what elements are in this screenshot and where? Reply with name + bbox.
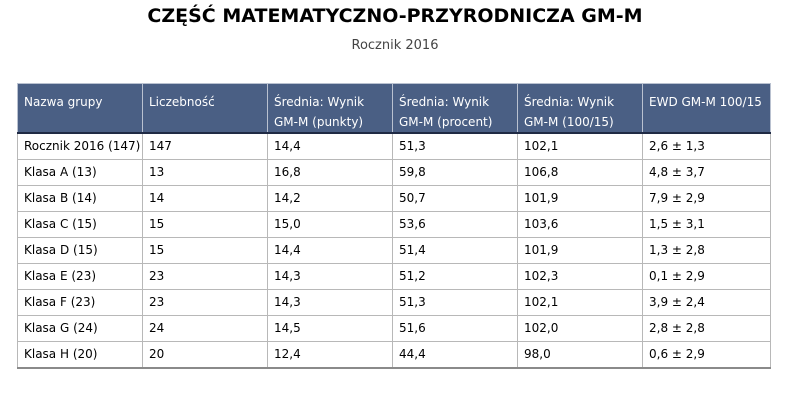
cell-ewd: 1,5 ± 3,1 [643, 212, 771, 238]
column-header-count: Liczebność [143, 84, 268, 134]
cell-mean-percent: 53,6 [393, 212, 518, 238]
cell-mean-percent: 51,3 [393, 290, 518, 316]
cell-mean-scaled: 102,0 [518, 316, 643, 342]
cell-group-name: Klasa D (15) [18, 238, 143, 264]
cell-mean-scaled: 102,3 [518, 264, 643, 290]
cell-mean-points: 14,3 [268, 264, 393, 290]
cell-group-name: Klasa C (15) [18, 212, 143, 238]
cell-count: 14 [143, 186, 268, 212]
column-header-group-name: Nazwa grupy [18, 84, 143, 134]
cell-mean-percent: 51,6 [393, 316, 518, 342]
cell-mean-points: 14,5 [268, 316, 393, 342]
column-header-mean-scaled: Średnia: Wynik GM-M (100/15) [518, 84, 643, 134]
cell-ewd: 0,1 ± 2,9 [643, 264, 771, 290]
cell-group-name: Klasa A (13) [18, 160, 143, 186]
cell-mean-scaled: 102,1 [518, 133, 643, 160]
cell-mean-scaled: 106,8 [518, 160, 643, 186]
cell-mean-percent: 59,8 [393, 160, 518, 186]
cell-mean-percent: 51,2 [393, 264, 518, 290]
cell-mean-points: 12,4 [268, 342, 393, 369]
cell-mean-points: 14,4 [268, 133, 393, 160]
cell-mean-scaled: 103,6 [518, 212, 643, 238]
cell-count: 20 [143, 342, 268, 369]
results-table [17, 83, 771, 369]
table-row [18, 160, 771, 186]
cell-group-name: Klasa G (24) [18, 316, 143, 342]
column-header-ewd: EWD GM-M 100/15 [643, 84, 771, 134]
cell-mean-points: 14,3 [268, 290, 393, 316]
cell-count: 15 [143, 212, 268, 238]
cell-count: 15 [143, 238, 268, 264]
cell-ewd: 0,6 ± 2,9 [643, 342, 771, 369]
cell-mean-points: 14,4 [268, 238, 393, 264]
cell-mean-points: 16,8 [268, 160, 393, 186]
cell-mean-percent: 50,7 [393, 186, 518, 212]
cell-ewd: 2,8 ± 2,8 [643, 316, 771, 342]
table-row [18, 264, 771, 290]
cell-ewd: 3,9 ± 2,4 [643, 290, 771, 316]
cell-mean-percent: 51,4 [393, 238, 518, 264]
cell-mean-percent: 44,4 [393, 342, 518, 369]
cell-group-name: Rocznik 2016 (147) [18, 133, 143, 160]
table-header-row [18, 84, 771, 134]
table-body [18, 133, 771, 368]
cell-ewd: 1,3 ± 2,8 [643, 238, 771, 264]
cell-mean-points: 15,0 [268, 212, 393, 238]
page-subtitle: Rocznik 2016 [351, 38, 439, 53]
cell-count: 147 [143, 133, 268, 160]
cell-count: 24 [143, 316, 268, 342]
table-row [18, 133, 771, 160]
cell-mean-scaled: 101,9 [518, 186, 643, 212]
table-row [18, 290, 771, 316]
cell-count: 13 [143, 160, 268, 186]
cell-count: 23 [143, 290, 268, 316]
cell-ewd: 7,9 ± 2,9 [643, 186, 771, 212]
table-row [18, 212, 771, 238]
cell-group-name: Klasa H (20) [18, 342, 143, 369]
table-row [18, 186, 771, 212]
cell-group-name: Klasa B (14) [18, 186, 143, 212]
table-row [18, 316, 771, 342]
cell-count: 23 [143, 264, 268, 290]
cell-mean-scaled: 102,1 [518, 290, 643, 316]
cell-group-name: Klasa F (23) [18, 290, 143, 316]
cell-group-name: Klasa E (23) [18, 264, 143, 290]
cell-ewd: 4,8 ± 3,7 [643, 160, 771, 186]
table-row [18, 238, 771, 264]
page-title: CZĘŚĆ MATEMATYCZNO-PRZYRODNICZA GM-M [147, 5, 643, 27]
column-header-mean-points: Średnia: Wynik GM-M (punkty) [268, 84, 393, 134]
cell-mean-points: 14,2 [268, 186, 393, 212]
table-header [18, 84, 771, 134]
column-header-mean-percent: Średnia: Wynik GM-M (procent) [393, 84, 518, 134]
cell-mean-scaled: 98,0 [518, 342, 643, 369]
table-row [18, 342, 771, 369]
cell-mean-percent: 51,3 [393, 133, 518, 160]
cell-mean-scaled: 101,9 [518, 238, 643, 264]
cell-ewd: 2,6 ± 1,3 [643, 133, 771, 160]
